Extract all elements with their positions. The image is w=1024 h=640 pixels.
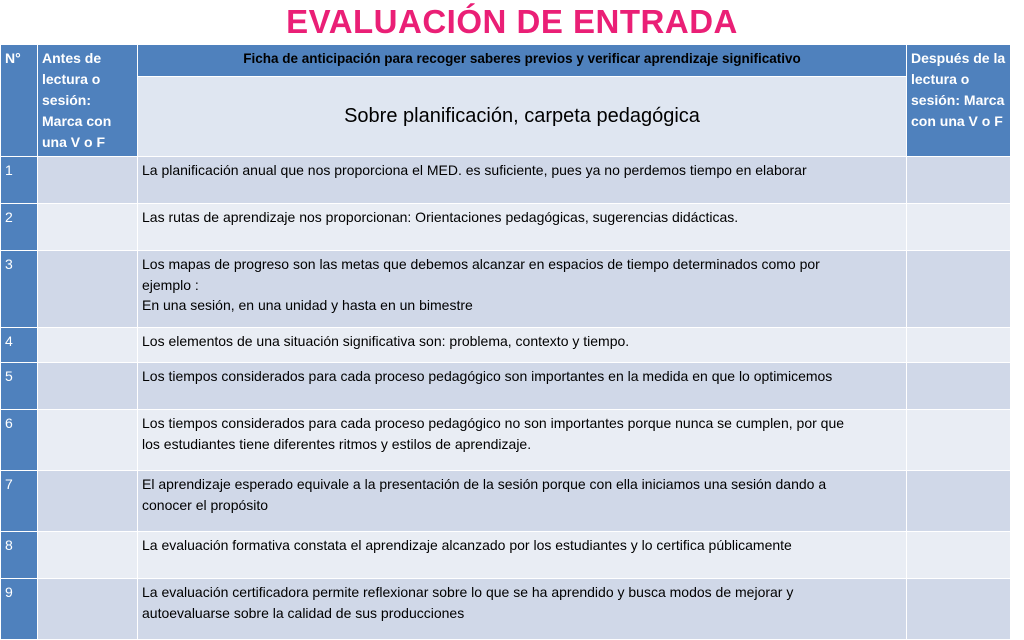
row-number: 5 [1, 363, 38, 410]
header-row [1, 45, 1011, 77]
answer-after-cell[interactable] [907, 471, 1011, 532]
header-after: Después de la lectura o sesión: Marca con una V o F [907, 45, 1011, 157]
statement-cell [138, 157, 907, 204]
header-num: N° [1, 45, 38, 157]
answer-before-cell[interactable] [38, 251, 138, 328]
statement-line: conocer el propósito [142, 496, 269, 513]
statement-line: los estudiantes tiene diferentes ritmos y estilos de aprendizaje. [142, 435, 532, 452]
statement-line: ejemplo : [142, 276, 199, 293]
table-row [1, 251, 1011, 328]
table-row [1, 328, 1011, 363]
answer-before-cell[interactable] [38, 532, 138, 579]
row-number: 7 [1, 471, 38, 532]
statement-line: La evaluación certificadora permite reflexionar sobre lo que se ha aprendido y busca modos de mejorar y [142, 584, 794, 600]
header-before: Antes de lectura o sesión: Marca con una V o F [38, 45, 138, 157]
answer-after-cell[interactable] [907, 410, 1011, 471]
answer-before-cell[interactable] [38, 328, 138, 363]
answer-before-cell[interactable] [38, 157, 138, 204]
evaluation-table [0, 44, 1011, 640]
table-row [1, 204, 1011, 251]
statement-cell [138, 471, 907, 532]
table-row [1, 363, 1011, 410]
statement-line: autoevaluarse sobre la calidad de sus producciones [142, 604, 465, 621]
answer-after-cell[interactable] [907, 579, 1011, 640]
answer-before-cell[interactable] [38, 204, 138, 251]
statement-line: En una sesión, en una unidad y hasta en un bimestre [142, 297, 473, 313]
statement-line: La planificación anual que nos proporciona el MED. es suficiente, pues ya no perdemos tiempo en elaborar [142, 162, 807, 178]
statement-line: Los tiempos considerados para cada proceso pedagógico no son importantes porque nunca se cumplen, por que [142, 415, 845, 431]
statement-line: Los elementos de una situación significativa son: problema, contexto y tiempo. [142, 333, 630, 349]
row-number: 2 [1, 204, 38, 251]
table-row [1, 471, 1011, 532]
statement-cell [138, 204, 907, 251]
answer-before-cell[interactable] [38, 579, 138, 640]
row-number: 6 [1, 410, 38, 471]
statement-cell [138, 363, 907, 410]
answer-after-cell[interactable] [907, 328, 1011, 363]
statement-line: Los tiempos considerados para cada proceso pedagógico son importantes en la medida en que lo optimicemos [142, 368, 833, 384]
answer-after-cell[interactable] [907, 251, 1011, 328]
table-row [1, 579, 1011, 640]
row-number: 9 [1, 579, 38, 640]
table-row [1, 410, 1011, 471]
answer-after-cell[interactable] [907, 157, 1011, 204]
statement-line: La evaluación formativa constata el aprendizaje alcanzado por los estudiantes y lo certifica públicamente [142, 537, 792, 553]
subheader-row [1, 77, 1011, 157]
header-topic: Sobre planificación, carpeta pedagógica [138, 77, 907, 157]
statement-cell [138, 410, 907, 471]
header-ficha: Ficha de anticipación para recoger saberes previos y verificar aprendizaje significativo [138, 45, 907, 77]
answer-before-cell[interactable] [38, 363, 138, 410]
statement-line: Las rutas de aprendizaje nos proporcionan: Orientaciones pedagógicas, sugerencias didácticas. [142, 209, 739, 225]
row-number: 4 [1, 328, 38, 363]
statement-cell [138, 328, 907, 363]
answer-after-cell[interactable] [907, 363, 1011, 410]
row-number: 3 [1, 251, 38, 328]
statement-line: El aprendizaje esperado equivale a la presentación de la sesión porque con ella iniciamos una sesión dando a [142, 476, 827, 492]
answer-after-cell[interactable] [907, 204, 1011, 251]
statement-cell [138, 579, 907, 640]
row-number: 1 [1, 157, 38, 204]
answer-before-cell[interactable] [38, 410, 138, 471]
table-row [1, 532, 1011, 579]
statement-line: Los mapas de progreso son las metas que debemos alcanzar en espacios de tiempo determinados como por [142, 256, 820, 272]
table-row [1, 157, 1011, 204]
answer-before-cell[interactable] [38, 471, 138, 532]
answer-after-cell[interactable] [907, 532, 1011, 579]
row-number: 8 [1, 532, 38, 579]
statement-cell [138, 251, 907, 328]
page-title: EVALUACIÓN DE ENTRADA [286, 3, 738, 40]
statement-cell [138, 532, 907, 579]
